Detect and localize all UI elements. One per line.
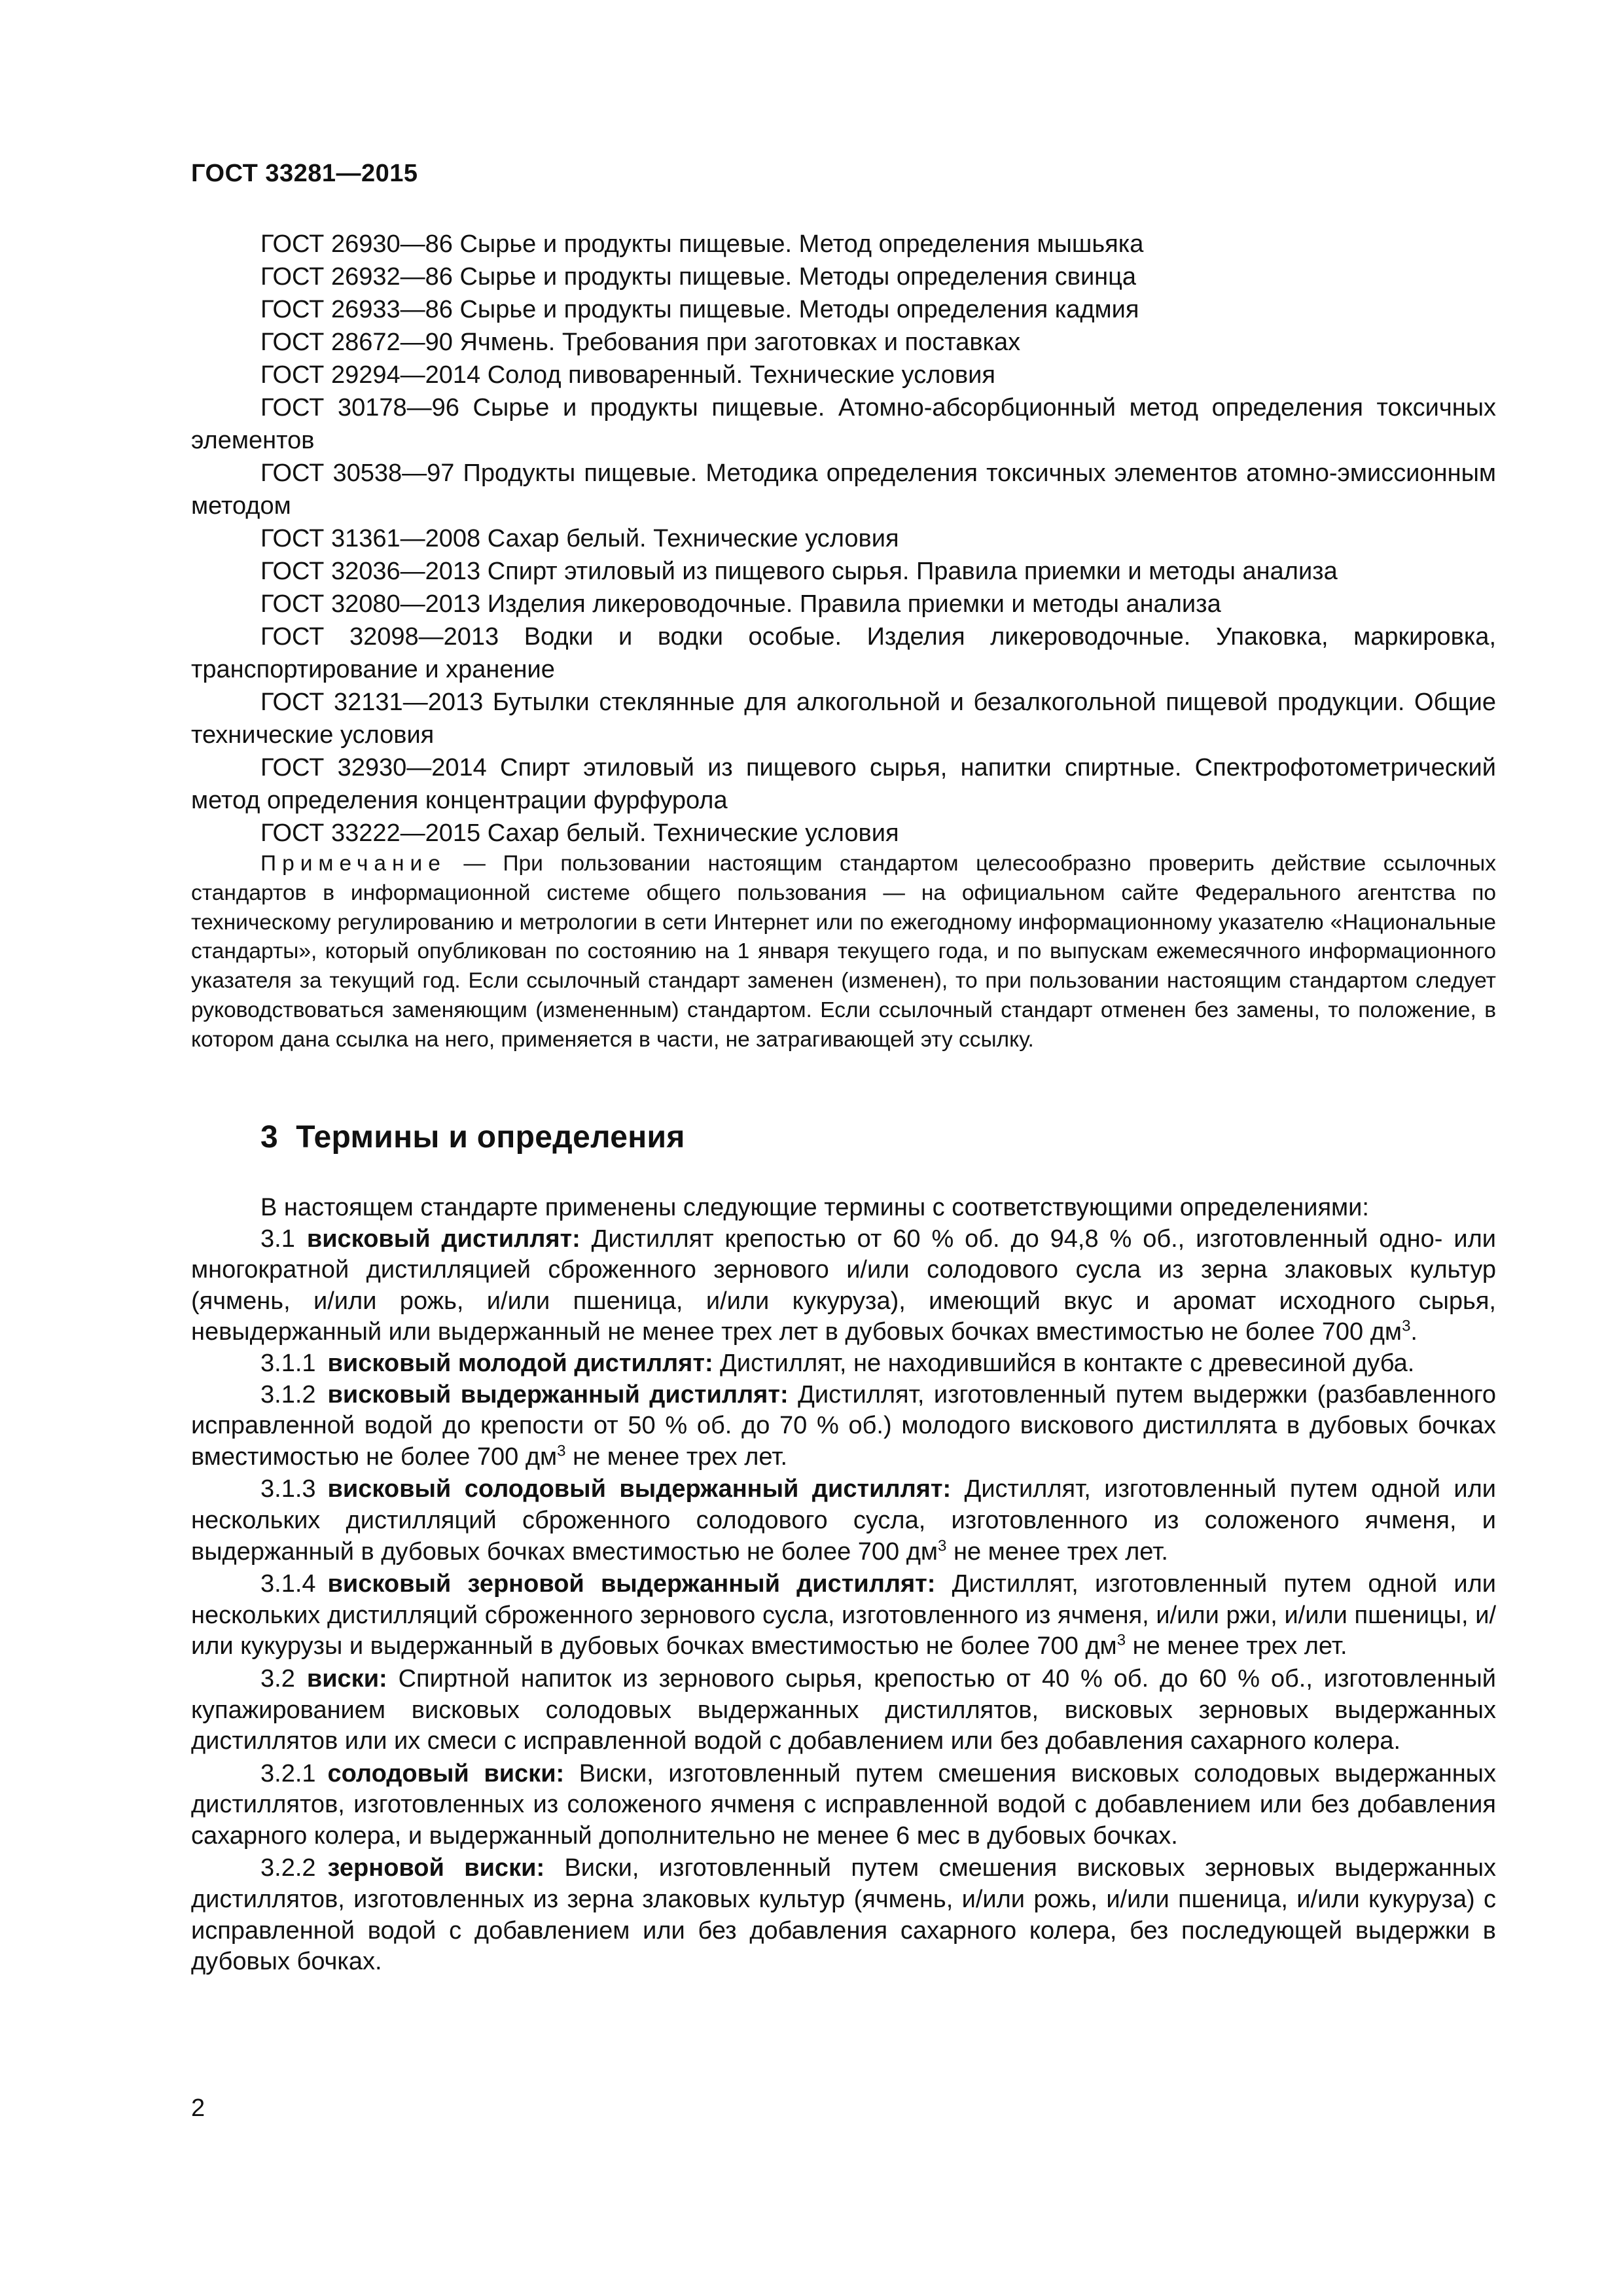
note-dash: — <box>446 852 503 876</box>
reference-title: Ячмень. Требования при заготовках и поставках <box>459 329 1021 356</box>
term-text-end: не менее трех лет. <box>946 1537 1168 1566</box>
term-definition <box>191 1348 1496 1380</box>
term-number: 3.1 <box>260 1225 295 1253</box>
term-number: 3.2.1 <box>260 1759 316 1787</box>
reference-title: Сырье и продукты пищевые. Атомно-абсорбционный метод определения токсичных элементов <box>191 394 1497 454</box>
reference-code: ГОСТ 30178—96 <box>260 394 459 422</box>
reference-title: Продукты пищевые. Методика определения токсичных элементов атомно-эмиссионным методом <box>191 459 1497 520</box>
term-definition <box>191 1664 1496 1757</box>
reference-code: ГОСТ 26930—86 <box>260 230 453 258</box>
term-number: 3.1.4 <box>260 1570 316 1598</box>
term-text: Виски, изготовленный путем смешения висковых зерновых выдержанных дистиллятов, изготовленных из зерна злаковых культур (ячмень, и/или рожь, и/или пшеница, и/или кукуруза) с исправленной водой с добавлением или без добавления сахарного колера, без последующей выдержки в дубовых бочках. <box>191 1854 1497 1976</box>
term-number: 3.2.2 <box>260 1854 316 1882</box>
note-label: Примечание <box>260 852 446 876</box>
term-text-end: не менее трех лет. <box>1126 1632 1347 1660</box>
term-definition <box>191 1569 1496 1662</box>
term-name: висковый дистиллят: <box>306 1225 580 1253</box>
term-name: солодовый виски: <box>327 1759 565 1787</box>
reference-title: Сырье и продукты пищевые. Метод определения мышьяка <box>459 230 1144 258</box>
term-number: 3.1.1 <box>260 1349 316 1377</box>
superscript: 3 <box>938 1536 947 1554</box>
normative-references-list <box>191 228 1496 850</box>
reference-item <box>191 260 1496 293</box>
term-number: 3.1.3 <box>260 1475 316 1503</box>
reference-item <box>191 588 1496 620</box>
reference-title: Водки и водки особые. Изделия ликероводочные. Упаковка, маркировка, транспортирование и хранение <box>191 623 1496 683</box>
reference-code: ГОСТ 33222—2015 <box>260 819 481 847</box>
term-text: Дистиллят, не находившийся в контакте с древесиной дуба. <box>713 1349 1415 1377</box>
reference-title: Спирт этиловый из пищевого сырья. Правила приемки и методы анализа <box>487 558 1338 585</box>
reference-title: Сырье и продукты пищевые. Методы определения кадмия <box>459 296 1139 323</box>
reference-title: Бутылки стеклянные для алкогольной и безалкогольной пищевой продукции. Общие технические условия <box>191 689 1496 749</box>
note-paragraph <box>191 850 1496 1055</box>
term-text-end: не менее трех лет. <box>565 1443 788 1471</box>
term-definition <box>191 1380 1496 1473</box>
term-text: Виски, изготовленный путем смешения висковых солодовых выдержанных дистиллятов, изготовленных из соложеного ячменя с исправленной водой с добавлением или без добавления сахарного колера, и выдержанный дополнительно не менее 6 мес в дубовых бочках. <box>191 1759 1496 1850</box>
reference-title: Спирт этиловый из пищевого сырья, напитки спиртные. Спектрофотометрический метод определения концентрации фурфурола <box>191 754 1497 814</box>
term-number: 3.1.2 <box>260 1380 316 1408</box>
reference-item <box>191 359 1496 391</box>
note-text: При пользовании настоящим стандартом целесообразно проверить действие ссылочных стандартов в информационной системе общего пользования — на официальном сайте Федерального агентства по техническому регулированию и метрологии в сети Интернет или по ежегодному информационному указателю «Национальные стандарты», который опубликован по состоянию на 1 января текущего года, и по выпускам ежемесячного информационного указателя за текущий год. Если ссылочный стандарт заменен (изменен), то при пользовании настоящим стандартом следует руководствоваться заменяющим (измененным) стандартом. Если ссылочный стандарт отменен без замены, то положение, в котором дана ссылка на него, применяется в части, не затрагивающей эту ссылку. <box>191 852 1496 1052</box>
term-text: Дистиллят крепостью от 60 % об. до 94,8 % об., изготовленный одно- или многократной дистилляцией сброженного зернового и/или солодового сусла из зерна злаковых культур (ячмень, и/или рожь, и/или пшеница, и/или кукуруза), имеющий вкус и аромат исходного сырья, невыдержанный или выдержанный не менее трех лет в дубовых бочках вместимостью не более 700 дм <box>191 1225 1496 1346</box>
term-definition <box>191 1474 1496 1568</box>
reference-title: Сахар белый. Технические условия <box>487 819 899 847</box>
term-text: Спиртной напиток из зернового сырья, крепостью от 40 % об. до 60 % об., изготовленный купажированием висковых солодовых выдержанных дистиллятов, висковых зерновых выдержанных дистиллятов или их смеси с исправленной водой с добавлением или без добавления сахарного колера. <box>191 1664 1496 1755</box>
term-text-end: . <box>1410 1318 1418 1346</box>
term-definition <box>191 1853 1496 1977</box>
document-header: ГОСТ 33281—2015 <box>191 160 418 187</box>
reference-code: ГОСТ 26933—86 <box>260 296 453 323</box>
superscript: 3 <box>1402 1317 1411 1335</box>
superscript: 3 <box>1116 1631 1126 1649</box>
term-name: висковый выдержанный дистиллят: <box>327 1380 789 1408</box>
reference-item <box>191 555 1496 588</box>
term-name: висковый солодовый выдержанный дистиллят: <box>327 1475 952 1503</box>
term-definition <box>191 1759 1496 1852</box>
term-name: висковый молодой дистиллят: <box>327 1349 713 1377</box>
reference-code: ГОСТ 32930—2014 <box>260 754 487 781</box>
term-definition <box>191 1224 1496 1348</box>
reference-code: ГОСТ 30538—97 <box>260 459 455 487</box>
reference-code: ГОСТ 32080—2013 <box>260 590 481 618</box>
page-number: 2 <box>191 2094 205 2122</box>
reference-code: ГОСТ 32131—2013 <box>260 689 484 716</box>
reference-item <box>191 326 1496 359</box>
reference-code: ГОСТ 32098—2013 <box>260 623 499 651</box>
term-text: Дистиллят, изготовленный путем одной или нескольких дистилляций сброженного солодового сусла, изготовленного из соложеного ячменя, и выдержанный в дубовых бочках вместимостью не более 700 дм <box>191 1475 1496 1566</box>
reference-item <box>191 817 1496 850</box>
term-name: виски: <box>306 1664 387 1693</box>
reference-item <box>191 686 1496 751</box>
reference-item <box>191 457 1496 522</box>
reference-item <box>191 228 1496 260</box>
term-text: Дистиллят, изготовленный путем одной или нескольких дистилляций сброженного зернового сусла, изготовленного из ячменя, и/или ржи, и/или пшеницы, и/или кукурузы и выдержанный в дубовых бочках вместимостью не более 700 дм <box>191 1570 1496 1660</box>
term-text: Дистиллят, изготовленный путем выдержки (разбавленного исправленной водой до крепости от 50 % об. до 70 % об.) молодого вискового дистиллята в дубовых бочках вместимостью не более 700 дм <box>191 1380 1497 1471</box>
terms-list <box>191 1193 1496 1978</box>
term-name: висковый зерновой выдержанный дистиллят: <box>327 1570 936 1598</box>
section-number: 3 <box>260 1120 278 1155</box>
section-intro: В настоящем стандарте применены следующие термины с соответствующими определениями: <box>260 1194 1369 1221</box>
reference-title: Сырье и продукты пищевые. Методы определения свинца <box>459 263 1137 291</box>
reference-code: ГОСТ 28672—90 <box>260 329 453 356</box>
term-number: 3.2 <box>260 1664 295 1693</box>
reference-code: ГОСТ 31361—2008 <box>260 525 481 552</box>
reference-item <box>191 620 1496 686</box>
reference-title: Солод пивоваренный. Технические условия <box>487 361 995 389</box>
reference-item <box>191 391 1496 457</box>
section-title: Термины и определения <box>296 1120 685 1155</box>
reference-item <box>191 522 1496 555</box>
section-heading <box>260 1119 685 1155</box>
reference-code: ГОСТ 29294—2014 <box>260 361 481 389</box>
reference-code: ГОСТ 26932—86 <box>260 263 453 291</box>
reference-item <box>191 751 1496 817</box>
reference-title: Сахар белый. Технические условия <box>487 525 899 552</box>
superscript: 3 <box>557 1442 566 1460</box>
reference-title: Изделия ликероводочные. Правила приемки и методы анализа <box>487 590 1221 618</box>
reference-code: ГОСТ 32036—2013 <box>260 558 481 585</box>
term-name: зерновой виски: <box>327 1854 545 1882</box>
reference-item <box>191 293 1496 326</box>
